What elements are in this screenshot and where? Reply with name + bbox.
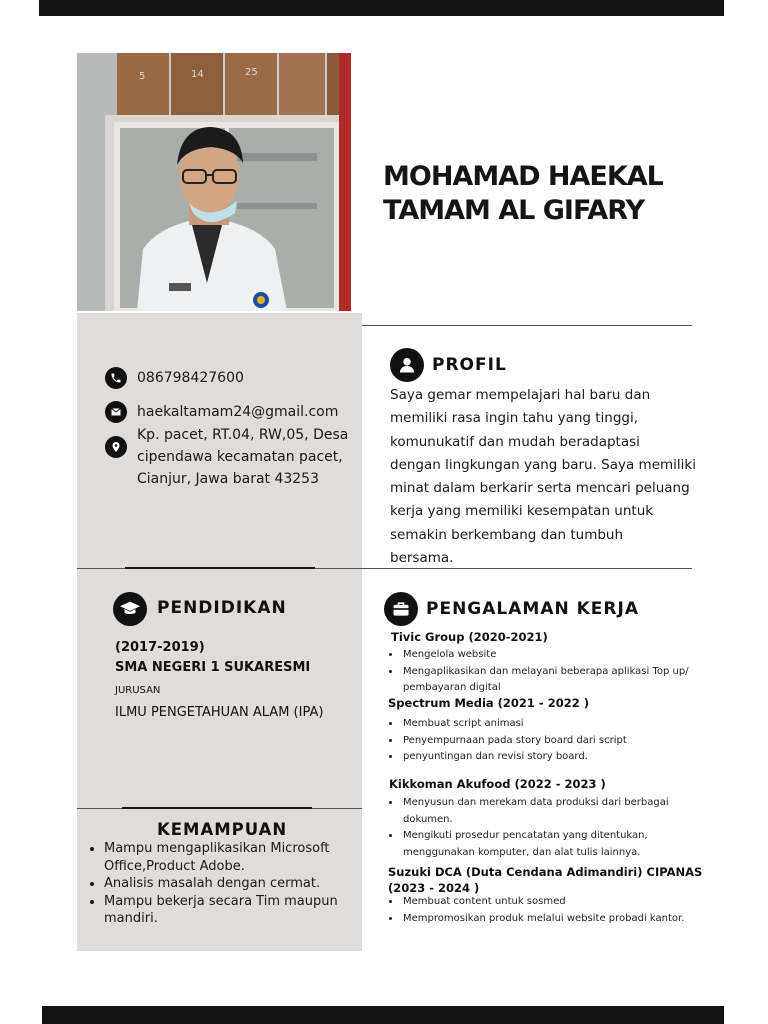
phone-number: 086798427600 bbox=[137, 370, 244, 386]
profile-line: dengan lingkungan yang baru. Saya memiliki bbox=[390, 456, 696, 473]
job-duties bbox=[386, 716, 711, 766]
job-duty: • Mengelola website bbox=[401, 647, 711, 664]
bottom-bar bbox=[42, 1006, 724, 1024]
divider bbox=[362, 325, 692, 326]
education-major: ILMU PENGETAHUAN ALAM (IPA) bbox=[115, 705, 324, 720]
education-years: (2017-2019) bbox=[115, 640, 205, 655]
profile-line: bersama. bbox=[390, 550, 454, 567]
contact-phone bbox=[105, 367, 244, 389]
job-duties bbox=[386, 647, 711, 697]
experience-title: PENGALAMAN KERJA bbox=[426, 599, 639, 619]
profile-description bbox=[390, 384, 710, 570]
full-name-line-2: TAMAM AL GIFARY bbox=[383, 195, 645, 226]
skill-item: • Mampu bekerja secara Tim maupun mandiri. bbox=[104, 893, 368, 928]
education-school: SMA NEGERI 1 SUKARESMI bbox=[115, 660, 311, 675]
briefcase-icon bbox=[384, 592, 418, 626]
email-address: haekaltamam24@gmail.com bbox=[137, 404, 339, 420]
locker-number: 14 bbox=[191, 69, 204, 80]
graduation-cap-icon bbox=[113, 592, 147, 626]
address-line: Cianjur, Jawa barat 43253 bbox=[137, 471, 319, 487]
job-duty: • Membuat script animasi bbox=[401, 716, 711, 733]
profile-photo-image bbox=[77, 53, 351, 311]
full-name-line-1: MOHAMAD HAEKAL bbox=[383, 161, 663, 192]
profile-title: PROFIL bbox=[432, 355, 507, 375]
profile-line: semakin berkembang dan tumbuh bbox=[390, 526, 624, 543]
education-title: PENDIDIKAN bbox=[157, 598, 287, 618]
location-pin-icon bbox=[105, 436, 127, 458]
education-major-label: JURUSAN bbox=[115, 685, 161, 696]
profile-line: memiliki rasa ingin tahu yang tinggi, bbox=[390, 410, 639, 427]
skills-title: KEMAMPUAN bbox=[157, 820, 288, 839]
job-duty: • Membuat content untuk sosmed bbox=[401, 894, 701, 911]
address-line: cipendawa kecamatan pacet, bbox=[137, 449, 343, 465]
job-duty: • Penyempurnaan pada story board dari script bbox=[401, 733, 711, 750]
job-duty: • penyuntingan dan revisi story board. bbox=[401, 749, 711, 766]
contact-address bbox=[105, 424, 348, 490]
job-duty: • Menyusun dan merekam data produksi dari berbagai dokumen. bbox=[401, 795, 697, 828]
address-line: Kp. pacet, RT.04, RW,05, Desa bbox=[137, 427, 349, 443]
job-duties bbox=[386, 795, 697, 861]
email-icon bbox=[105, 401, 127, 423]
skills-list bbox=[86, 840, 368, 928]
full-name bbox=[383, 160, 743, 228]
locker-number: 5 bbox=[139, 71, 146, 82]
top-bar bbox=[39, 0, 724, 16]
profile-line: minat dalam berkarir serta mencari peluang bbox=[390, 480, 690, 497]
skill-item: • Analisis masalah dengan cermat. bbox=[104, 875, 368, 893]
locker-number: 25 bbox=[245, 67, 258, 78]
person-icon bbox=[390, 348, 424, 382]
divider-accent bbox=[122, 807, 312, 809]
job-duty: • Mengaplikasikan dan melayani beberapa aplikasi Top up/ pembayaran digital bbox=[401, 664, 711, 697]
phone-icon bbox=[105, 367, 127, 389]
job-duty: • Mengikuti prosedur pencatatan yang ditentukan, menggunakan komputer, dan alat tulis lainnya. bbox=[401, 828, 697, 861]
job-duty: • Mempromosikan produk melalui website probadi kantor. bbox=[401, 911, 701, 928]
job-duties bbox=[386, 894, 701, 927]
profile-line: komunukatif dan mudah beradaptasi bbox=[390, 433, 640, 450]
contact-email bbox=[105, 401, 338, 423]
job-company: Suzuki DCA (Duta Cendana Adimandiri) CIPANAS (2023 - 2024 ) bbox=[388, 865, 703, 895]
profile-line: kerja yang memiliki kesempatan untuk bbox=[390, 503, 654, 520]
skill-item: • Mampu mengaplikasikan Microsoft Office,Product Adobe. bbox=[104, 840, 368, 875]
profile-line: Saya gemar mempelajari hal baru dan bbox=[390, 387, 651, 403]
job-company: Kikkoman Akufood (2022 - 2023 ) bbox=[389, 777, 606, 791]
divider-accent bbox=[125, 567, 315, 569]
address bbox=[137, 424, 348, 490]
profile-photo bbox=[77, 53, 351, 311]
job-company: Tivic Group (2020-2021) bbox=[391, 630, 548, 644]
job-company: Spectrum Media (2021 - 2022 ) bbox=[388, 696, 589, 710]
